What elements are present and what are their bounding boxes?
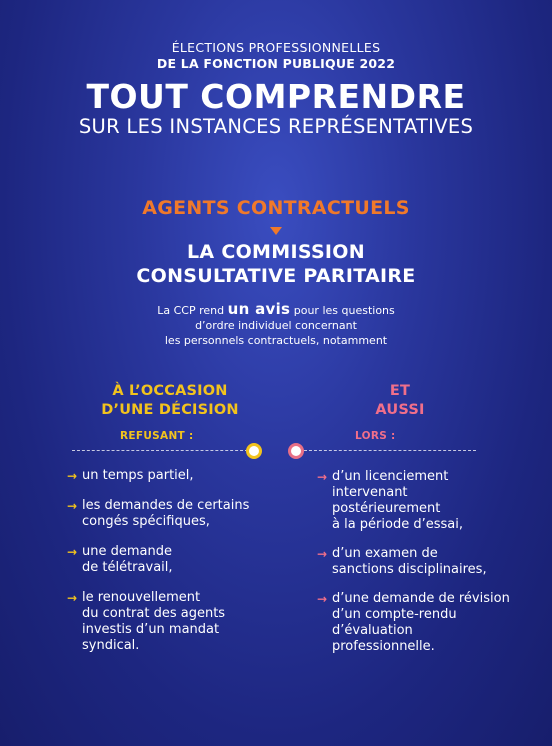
commission-title-line2: CONSULTATIVE PARITAIRE bbox=[136, 265, 416, 287]
list-item-line: congés spécifiques, bbox=[82, 514, 210, 529]
arrow-right-icon: → bbox=[67, 499, 78, 513]
arrow-right-icon: → bbox=[317, 470, 328, 484]
arrow-right-icon: → bbox=[317, 547, 328, 561]
arrow-right-icon: → bbox=[67, 469, 78, 483]
page-subtitle: SUR LES INSTANCES REPRÉSENTATIVES bbox=[78, 115, 474, 138]
left-divider bbox=[72, 450, 248, 451]
intro-line2: d’ordre individuel concernant bbox=[195, 319, 357, 332]
list-item-line: d’un licenciement bbox=[332, 469, 449, 484]
list-item-line: d’un compte-rendu bbox=[332, 607, 457, 622]
left-heading-line2: D’UNE DÉCISION bbox=[101, 402, 239, 418]
list-item bbox=[67, 590, 267, 654]
left-column-heading bbox=[70, 382, 270, 420]
left-item-list bbox=[67, 468, 267, 668]
elections-label: ÉLECTIONS PROFESSIONNELLES bbox=[171, 40, 381, 55]
list-item-line: le renouvellement bbox=[82, 590, 201, 605]
list-item bbox=[67, 498, 267, 530]
commission-title-line1: LA COMMISSION bbox=[187, 241, 365, 263]
list-item-line: investis d’un mandat bbox=[82, 622, 220, 637]
list-item bbox=[317, 546, 527, 578]
list-item-line: de télétravail, bbox=[82, 560, 173, 575]
commission-title bbox=[0, 240, 552, 288]
page-title: TOUT COMPRENDRE bbox=[86, 77, 466, 116]
list-item-line: d’un examen de bbox=[332, 546, 438, 561]
list-item-line: à la période d’essai, bbox=[332, 517, 463, 532]
list-item-line: intervenant bbox=[332, 485, 408, 500]
list-item-line: syndical. bbox=[82, 638, 140, 653]
intro-line1 bbox=[0, 302, 552, 318]
list-item bbox=[67, 468, 267, 484]
arrow-right-icon: → bbox=[67, 545, 78, 559]
list-item bbox=[67, 544, 267, 576]
pink-dot-icon bbox=[288, 443, 304, 459]
list-item bbox=[317, 469, 527, 533]
category-title: AGENTS CONTRACTUELS bbox=[142, 197, 410, 219]
header bbox=[0, 40, 552, 138]
list-item bbox=[317, 591, 527, 655]
list-item-line: d’une demande de révision bbox=[332, 591, 510, 606]
right-heading-line2: AUSSI bbox=[375, 402, 425, 418]
right-column-heading bbox=[300, 382, 500, 420]
intro-after: pour les questions bbox=[290, 304, 395, 317]
list-item-line: sanctions disciplinaires, bbox=[332, 562, 487, 577]
triangle-down-icon bbox=[270, 227, 282, 235]
intro-before: La CCP rend bbox=[157, 304, 228, 317]
right-divider bbox=[304, 450, 476, 451]
right-item-list bbox=[317, 469, 527, 668]
yellow-dot-icon bbox=[246, 443, 262, 459]
intro-line3: les personnels contractuels, notamment bbox=[164, 334, 388, 347]
arrow-right-icon: → bbox=[67, 591, 78, 605]
list-item-line: un temps partiel, bbox=[82, 468, 194, 483]
list-item-line: les demandes de certains bbox=[82, 498, 250, 513]
fonction-publique-label: DE LA FONCTION PUBLIQUE 2022 bbox=[156, 56, 396, 71]
right-column-subheading: LORS : bbox=[355, 430, 396, 442]
ccp-section bbox=[0, 196, 552, 348]
left-heading-line1: À L’OCCASION bbox=[112, 383, 228, 399]
left-column-subheading: REFUSANT : bbox=[120, 430, 194, 442]
list-item-line: postérieurement bbox=[332, 501, 441, 516]
right-heading-line1: ET bbox=[389, 383, 411, 399]
list-item-line: du contrat des agents bbox=[82, 606, 226, 621]
list-item-line: professionnelle. bbox=[332, 639, 435, 654]
list-item-line: d’évaluation bbox=[332, 623, 413, 638]
intro-emphasis: un avis bbox=[227, 300, 291, 318]
list-item-line: une demande bbox=[82, 544, 172, 559]
intro-text bbox=[0, 302, 552, 348]
arrow-right-icon: → bbox=[317, 592, 328, 606]
